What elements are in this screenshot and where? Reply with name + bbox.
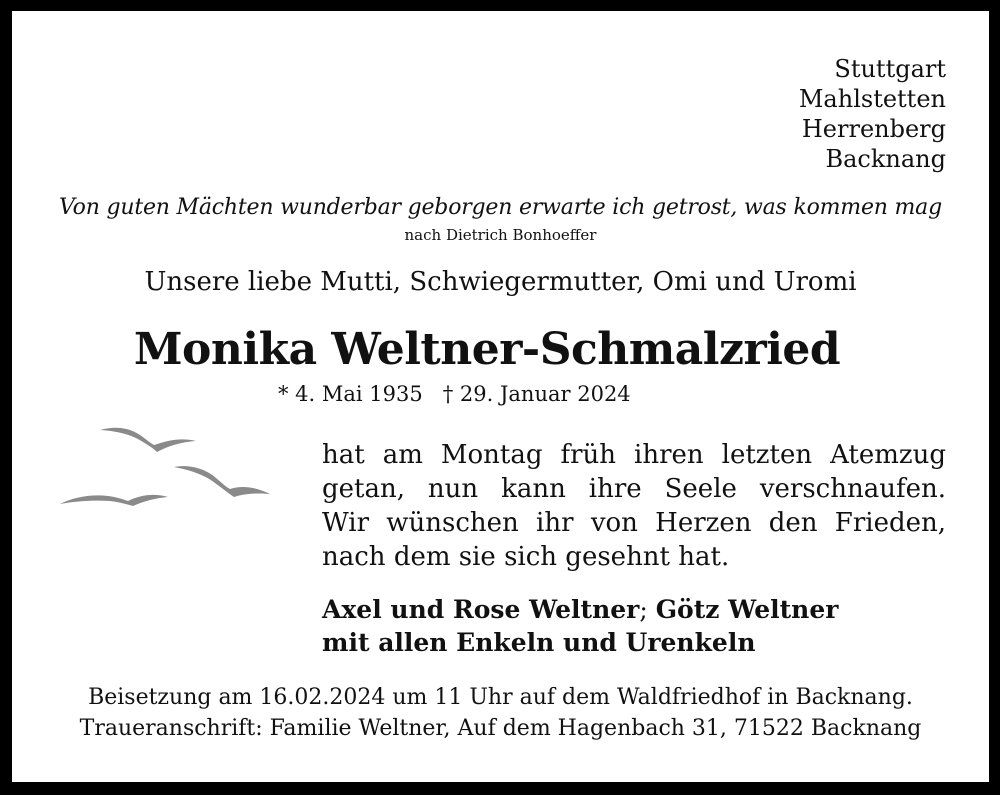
family-separator: ; [639, 595, 656, 624]
life-dates [278, 382, 631, 406]
flying-birds-icon [56, 421, 296, 516]
funeral-info [12, 682, 989, 744]
family-signature [322, 593, 838, 659]
quote: Von guten Mächten wunderbar geborgen erwarte ich getrost, was kommen mag [59, 195, 942, 220]
locations-list [799, 54, 946, 174]
location-item: Herrenberg [801, 115, 946, 143]
funeral-date-line: Beisetzung am 16.02.2024 um 11 Uhr auf dem Waldfriedhof in Backnang. [88, 685, 913, 710]
family-name-1: Axel und Rose Weltner [322, 595, 640, 624]
death-date: † 29. Januar 2024 [442, 382, 631, 406]
location-item: Stuttgart [834, 55, 946, 83]
message-line: getan, nun kann ihre Seele verschnaufen. [322, 474, 946, 504]
mourning-address-line: Traueranschrift: Familie Weltner, Auf dem Hagenbach 31, 71522 Backnang [79, 716, 922, 741]
location-item: Backnang [825, 145, 946, 173]
family-line [322, 593, 838, 626]
intro-line: Unsere liebe Mutti, Schwiegermutter, Omi und Uromi [144, 267, 857, 297]
deceased-name: Monika Weltner-Schmalzried [133, 324, 841, 375]
bird-shape [100, 428, 196, 452]
obituary-card [12, 11, 989, 782]
location-item: Mahlstetten [798, 85, 946, 113]
bird-shape [174, 466, 270, 497]
bird-shape [60, 495, 168, 506]
message-line: Wir wünschen ihr von Herzen den Frieden, [322, 508, 946, 538]
family-name-2: Götz Weltner [655, 595, 839, 624]
family-line-2: mit allen Enkeln und Urenkeln [322, 628, 756, 657]
birth-date: * 4. Mai 1935 [278, 382, 423, 406]
message [322, 438, 946, 574]
message-line: hat am Montag früh ihren letzten Atemzug [322, 440, 946, 470]
quote-source: nach Dietrich Bonhoeffer [404, 226, 597, 244]
message-line: nach dem sie sich gesehnt hat. [322, 542, 730, 572]
